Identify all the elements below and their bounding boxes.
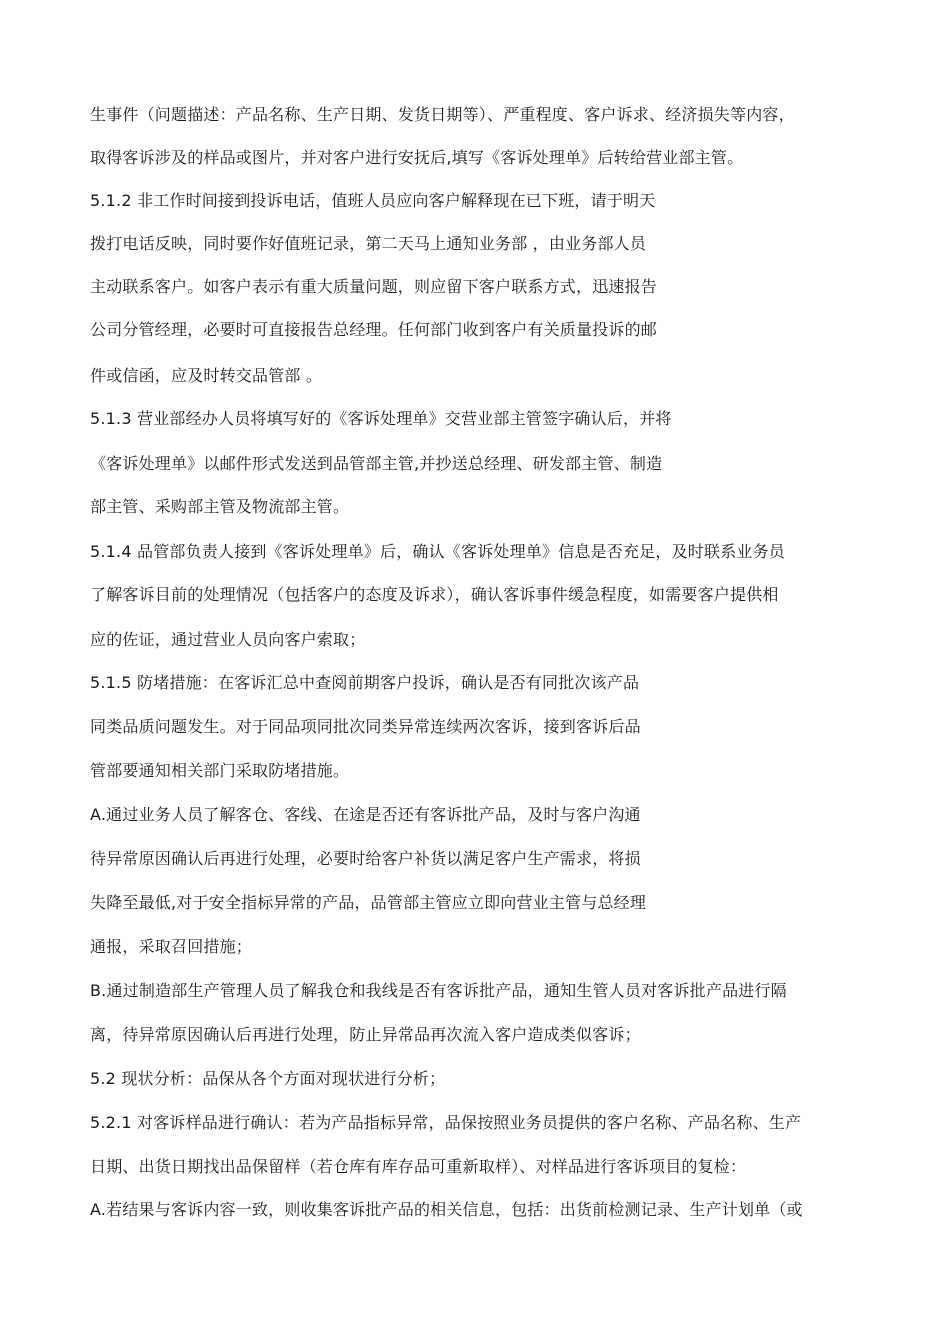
text-line: 待异常原因确认后再进行处理，必要时给客户补货以满足客户生产需求，将损: [90, 849, 641, 868]
text-line: 同类品质问题发生。对于同品项同批次同类异常连续两次客诉，接到客诉后品: [90, 717, 641, 736]
text-line: 主动联系客户。如客户表示有重大质量问题，则应留下客户联系方式，迅速报告: [90, 277, 658, 296]
text-line: 取得客诉涉及的样品或图片，并对客户进行安抚后,填写《客诉处理单》后转给营业部主管。: [90, 148, 744, 167]
text-line: 《客诉处理单》以邮件形式发送到品管部主管,并抄送总经理、研发部主管、制造: [90, 454, 663, 473]
text-line: 5.2.1 对客诉样品进行确认：若为产品指标异常，品保按照业务员提供的客户名称、产品名称、生产: [90, 1113, 802, 1132]
text-line: 了解客诉目前的处理情况（包括客户的态度及诉求），确认客诉事件缓急程度，如需要客户提供相: [90, 585, 779, 604]
text-line: 通报，采取召回措施；: [90, 937, 253, 956]
text-line: 公司分管经理，必要时可直接报告总经理。任何部门收到客户有关质量投诉的邮: [90, 320, 658, 339]
text-line: B.通过制造部生产管理人员了解我仓和我线是否有客诉批产品，通知生管人员对客诉批产品进行隔: [90, 981, 787, 1000]
text-line: 拨打电话反映，同时要作好值班记录，第二天马上通知业务部 ，由业务部人员: [90, 234, 647, 253]
text-line: 管部要通知相关部门采取防堵措施。: [90, 761, 350, 780]
text-line: 日期、出货日期找出品保留样（若仓库有库存品可重新取样）、对样品进行客诉项目的复检：: [90, 1157, 747, 1176]
text-line: 生事件（问题描述：产品名称、生产日期、发货日期等）、严重程度、客户诉求、经济损失等内容，: [90, 105, 795, 124]
text-line: 离，待异常原因确认后再进行处理，防止异常品再次流入客户造成类似客诉；: [90, 1025, 641, 1044]
text-line: A.通过业务人员了解客仓、客线、在途是否还有客诉批产品，及时与客户沟通: [90, 805, 641, 824]
text-line: 应的佐证，通过营业人员向客户索取；: [90, 630, 366, 649]
text-line: 件或信函，应及时转交品管部 。: [90, 366, 323, 385]
text-line: A.若结果与客诉内容一致，则收集客诉批产品的相关信息，包括：出货前检测记录、生产计划单（或: [90, 1200, 803, 1219]
text-line: 5.2 现状分析：品保从各个方面对现状进行分析；: [90, 1069, 446, 1088]
text-line: 部主管、采购部主管及物流部主管。: [90, 497, 350, 516]
text-line: 5.1.4 品管部负责人接到《客诉处理单》后，确认《客诉处理单》信息是否充足，及时联系业务员: [90, 542, 785, 561]
text-line: 5.1.3 营业部经办人员将填写好的《客诉处理单》交营业部主管签字确认后，并将: [90, 409, 672, 428]
text-line: 5.1.5 防堵措施：在客诉汇总中查阅前期客户投诉，确认是否有同批次该产品: [90, 673, 640, 692]
text-line: 失降至最低,对于安全指标异常的产品，品管部主管应立即向营业主管与总经理: [90, 893, 647, 912]
text-line: 5.1.2 非工作时间接到投诉电话，值班人员应向客户解释现在已下班，请于明天: [90, 191, 656, 210]
